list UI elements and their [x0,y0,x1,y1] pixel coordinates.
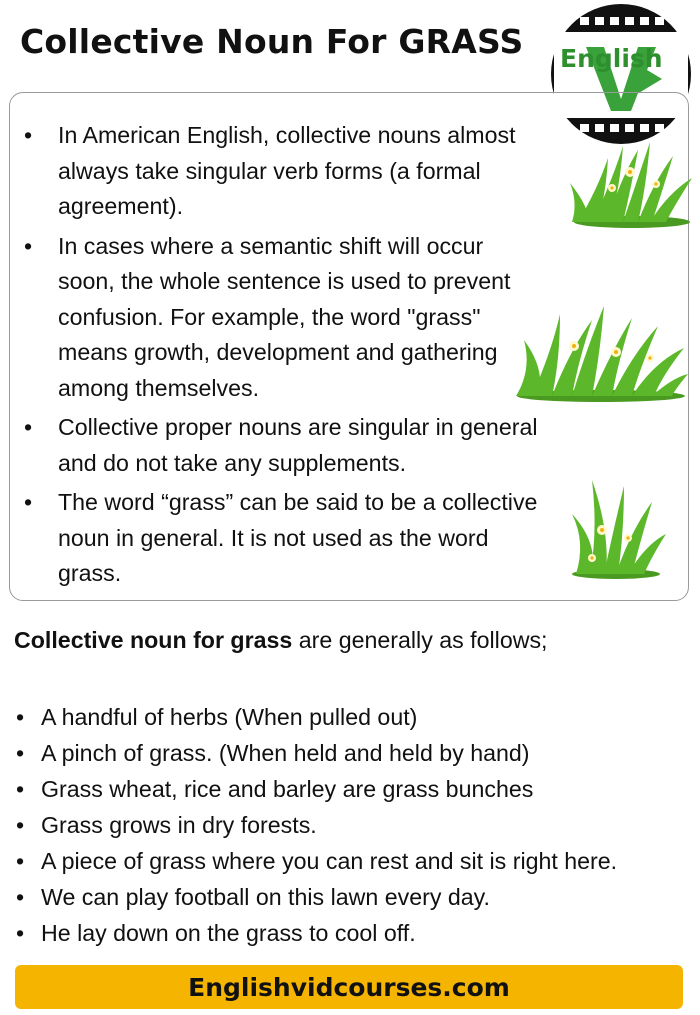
intro-bold: Collective noun for grass [14,627,293,653]
page-title: Collective Noun For GRASS [20,22,524,61]
intro-rest: are generally as follows; [292,627,548,653]
grass-icon [512,300,690,402]
grass-icon [562,472,670,580]
list-item: • He lay down on the grass to cool off. [14,915,694,951]
logo-text: English [560,44,663,73]
list-item: • In cases where a semantic shift will occur soon, the whole sentence is used to prevent confusion. For example, the word "grass" means growth, development and gathering among themselves. [18,229,538,407]
examples-list [14,699,694,951]
list-item: • A pinch of grass. (When held and held by hand) [14,735,694,771]
list-item: • In American English, collective nouns almost always take singular verb forms (a formal agreement). [18,118,538,225]
list-item: • A handful of herbs (When pulled out) [14,699,694,735]
list-item: • Grass grows in dry forests. [14,807,694,843]
list-item: • A piece of grass where you can rest and sit is right here. [14,843,694,879]
list-item: • We can play football on this lawn every day. [14,879,694,915]
intro-text [14,622,548,658]
list-item: • Grass wheat, rice and barley are grass bunches [14,771,694,807]
info-list [18,118,538,596]
list-item: • The word “grass” can be said to be a collective noun in general. It is not used as the word grass. [18,485,538,592]
grass-icon [568,138,696,228]
footer-banner: Englishvidcourses.com [15,965,683,1009]
list-item: • Collective proper nouns are singular in general and do not take any supplements. [18,410,538,481]
